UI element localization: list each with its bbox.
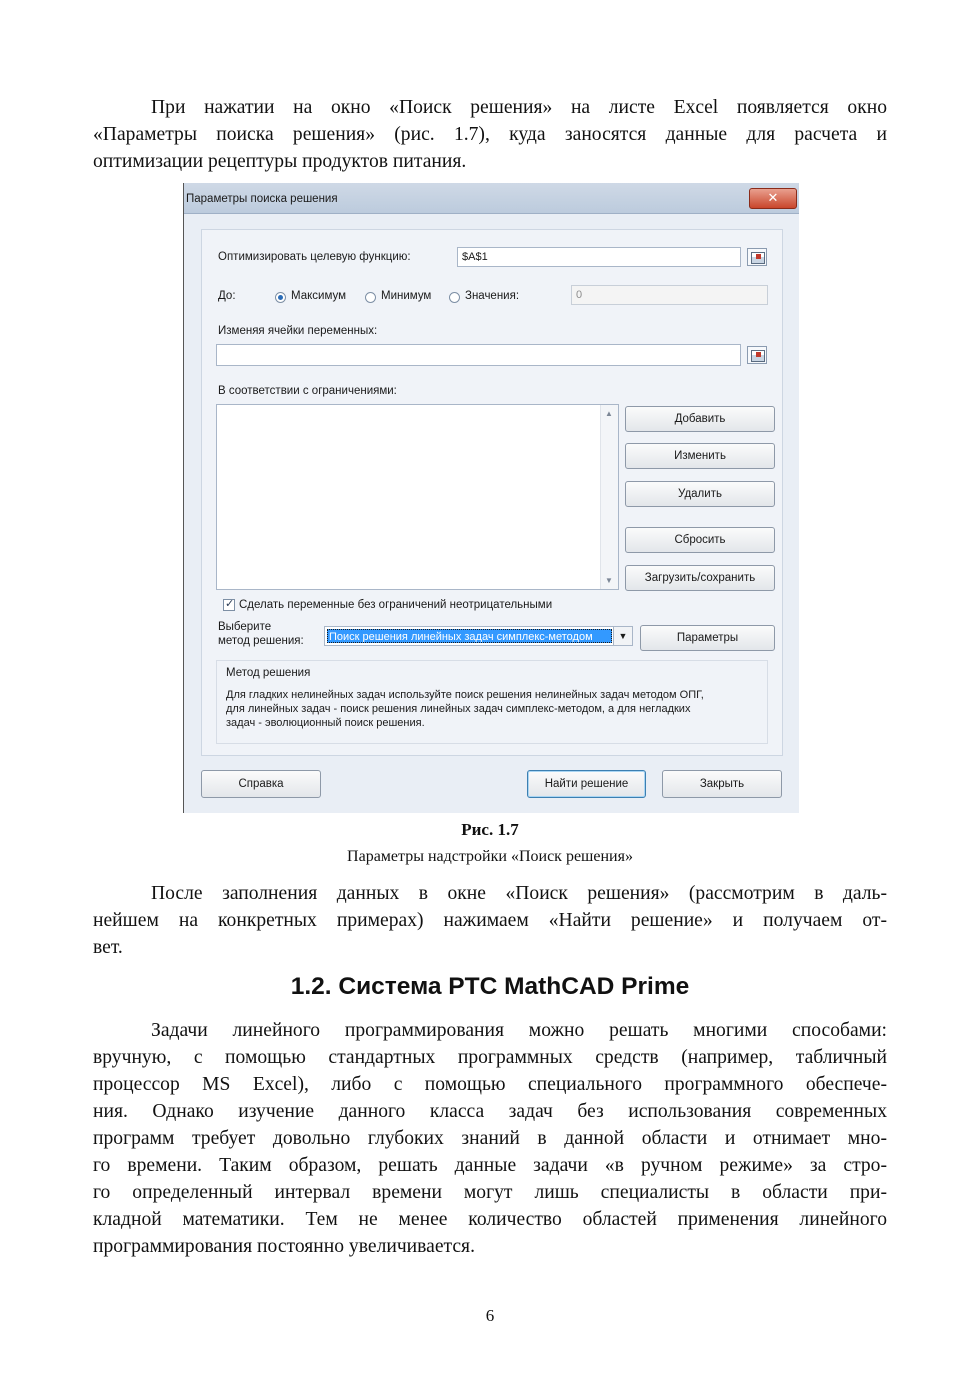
delete-button[interactable]: Удалить	[625, 481, 775, 507]
section-heading: 1.2. Система PTC MathCAD Prime	[290, 973, 690, 1000]
method-select[interactable]	[324, 626, 633, 646]
body-line: процессор MS Excel), либо с помощью специального программного обеспече-	[93, 1074, 887, 1095]
dialog-body	[201, 229, 783, 756]
load-save-button[interactable]: Загрузить/сохранить	[625, 565, 775, 591]
radio-min-label: Минимум	[381, 290, 432, 302]
reset-button[interactable]: Сбросить	[625, 527, 775, 553]
method-desc-line: для линейных задач - поиск решения линейных задач симплекс-методом, а для негладких	[226, 703, 691, 715]
body-line: вручную, с помощью стандартных программных средств (например, табличный	[93, 1047, 887, 1068]
method-group-title: Метод решения	[226, 667, 311, 679]
intro-line: «Параметры поиска решения» (рис. 1.7), куда заносятся данные для расчета и	[93, 124, 887, 145]
body-line: Задачи линейного программирования можно решать многими способами:	[151, 1020, 887, 1041]
constraints-list[interactable]	[216, 404, 619, 590]
dialog-title: Параметры поиска решения	[186, 193, 338, 205]
options-button[interactable]: Параметры	[640, 625, 775, 651]
changing-cells-label: Изменяя ячейки переменных:	[218, 325, 378, 337]
change-button[interactable]: Изменить	[625, 443, 775, 469]
value-input[interactable]: 0	[571, 285, 768, 305]
radio-value[interactable]	[449, 292, 460, 303]
scroll-up-icon[interactable]: ▲	[605, 409, 613, 418]
changing-cells-input[interactable]	[216, 344, 741, 366]
radio-max[interactable]	[275, 292, 286, 303]
body-paragraph	[93, 1017, 887, 1260]
figure-label: Рис. 1.7	[461, 820, 519, 839]
solve-button[interactable]: Найти решение	[527, 770, 646, 798]
after-paragraph	[93, 880, 887, 961]
chevron-down-icon[interactable]: ▼	[613, 627, 632, 645]
to-label: До:	[218, 290, 236, 302]
after-line: После заполнения данных в окне «Поиск решения» (рассмотрим в даль-	[151, 883, 887, 904]
page-number: 6	[485, 1306, 495, 1325]
collapse-dialog-icon[interactable]	[747, 346, 767, 364]
method-desc-line: Для гладких нелинейных задач используйте поиск решения нелинейных задач методом ОПГ,	[226, 689, 704, 701]
body-line: кладной математики. Тем не менее количество областей применения линейного	[93, 1209, 887, 1230]
method-label-2: метод решения:	[218, 635, 304, 647]
after-line: нейшем на конкретных примерах) нажимаем «Найти решение» и получаем от-	[93, 910, 887, 931]
method-label-1: Выберите	[218, 621, 272, 633]
intro-paragraph	[93, 94, 887, 175]
body-line: го времени. Таким образом, решать данные задачи «в ручном режиме» за стро-	[93, 1155, 887, 1176]
close-button[interactable]: Закрыть	[662, 770, 782, 798]
figure-caption: Параметры надстройки «Поиск решения»	[347, 848, 633, 865]
intro-line: оптимизации рецептуры продуктов питания.	[93, 151, 467, 172]
solver-dialog	[183, 183, 799, 813]
method-desc-line: задач - эволюционный поиск решения.	[226, 717, 425, 729]
dialog-titlebar	[184, 183, 799, 214]
radio-min[interactable]	[365, 292, 376, 303]
nonneg-label: Сделать переменные без ограничений неотрицательными	[239, 599, 553, 611]
help-button[interactable]: Справка	[201, 770, 321, 798]
body-line: ния. Однако изучение данного класса задач без использования современных	[93, 1101, 887, 1122]
radio-value-label: Значения:	[465, 290, 520, 302]
scroll-down-icon[interactable]: ▼	[605, 576, 613, 585]
constraints-label: В соответствии с ограничениями:	[218, 385, 397, 397]
body-line: го определенный интервал времени могут лишь специалисты в области при-	[93, 1182, 887, 1203]
objective-input[interactable]: $A$1	[457, 247, 741, 267]
close-icon[interactable]: ✕	[749, 188, 797, 209]
method-select-value: Поиск решения линейных задач симплекс-методом	[327, 629, 612, 643]
after-line: вет.	[93, 937, 123, 958]
nonneg-checkbox[interactable]	[223, 599, 235, 611]
constraints-scrollbar[interactable]	[600, 405, 618, 589]
collapse-dialog-icon[interactable]	[747, 248, 767, 266]
body-line: программирования постоянно увеличивается.	[93, 1236, 475, 1257]
objective-label: Оптимизировать целевую функцию:	[218, 251, 411, 263]
intro-line: При нажатии на окно «Поиск решения» на листе Excel появляется окно	[151, 97, 887, 118]
method-groupbox	[216, 660, 768, 744]
body-line: программ требует довольно глубоких знаний в данной области и отнимает мно-	[93, 1128, 887, 1149]
radio-max-label: Максимум	[291, 290, 347, 302]
add-button[interactable]: Добавить	[625, 406, 775, 432]
